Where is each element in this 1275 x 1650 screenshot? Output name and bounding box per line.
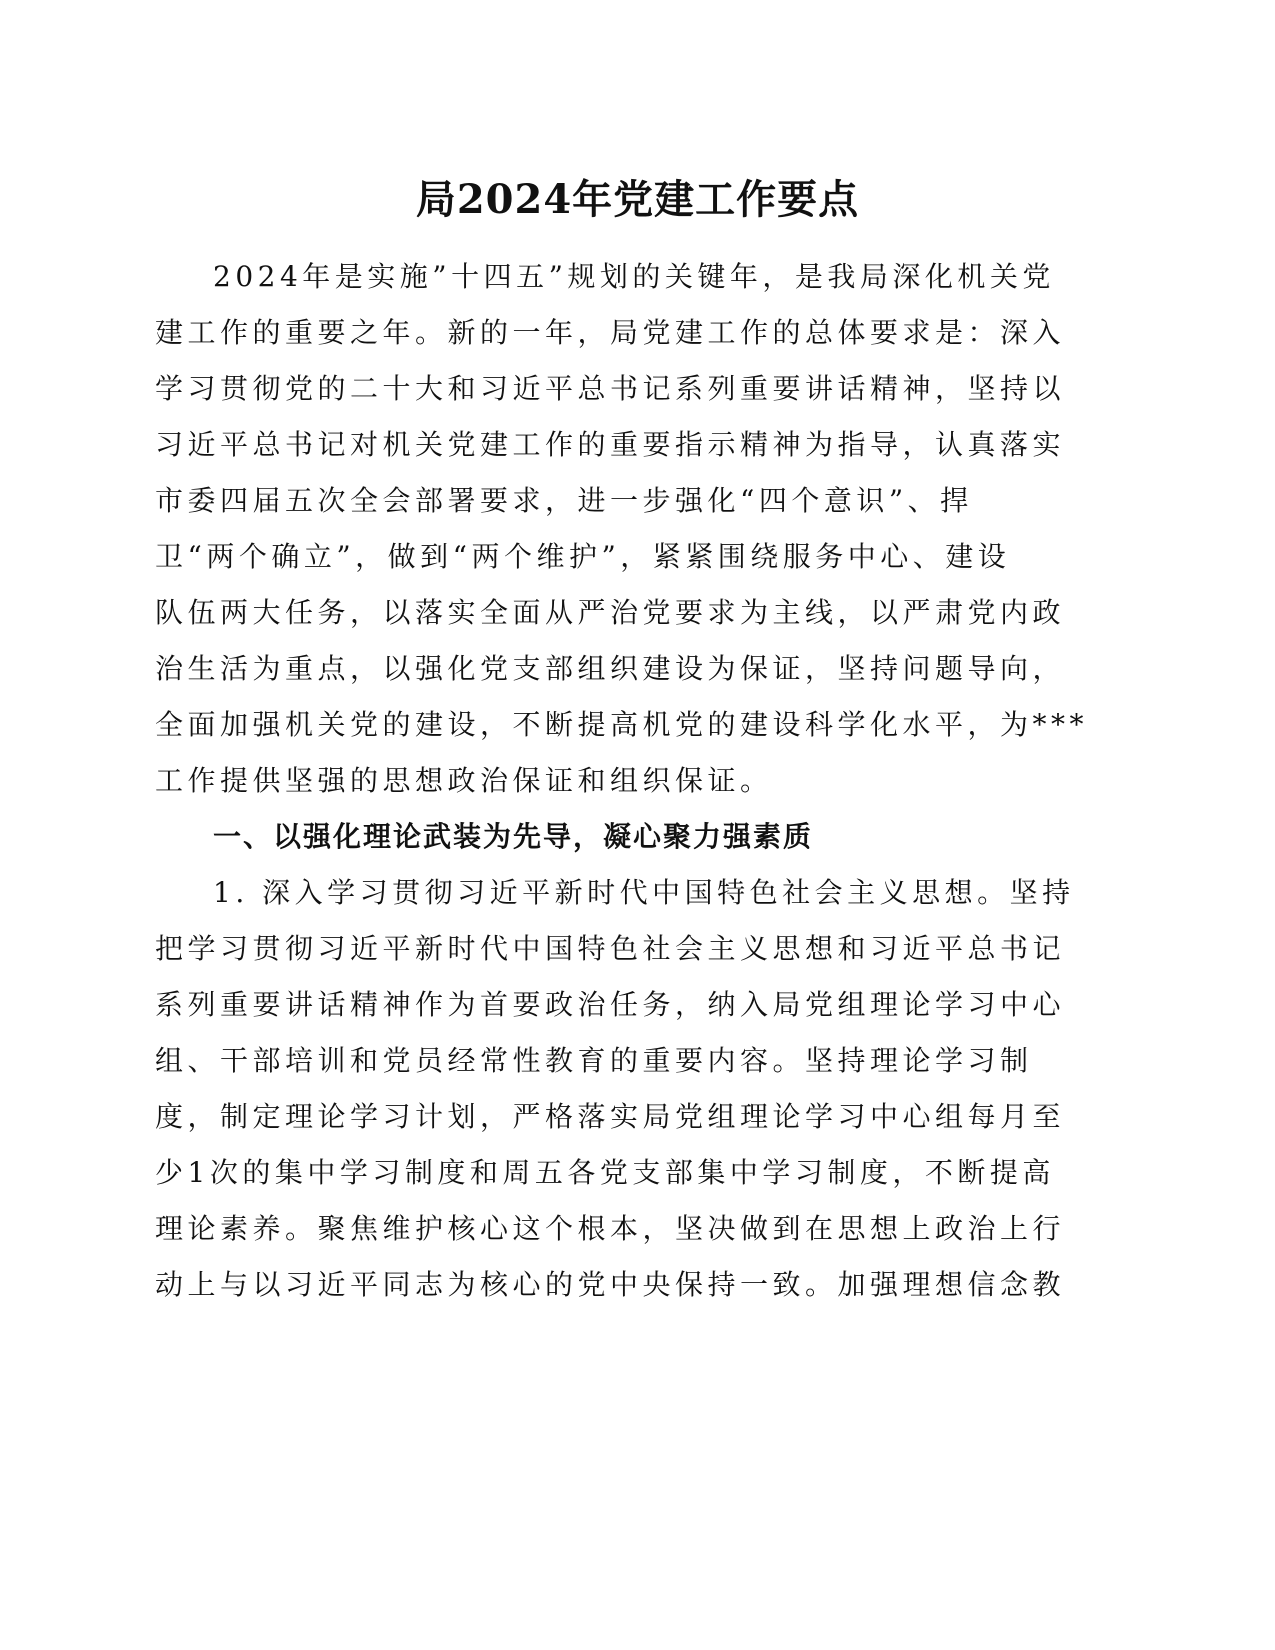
section-1-heading: 一、以强化理论武装为先导，凝心聚力强素质 (213, 820, 814, 853)
intro-line-5: 市委四届五次全会部署要求，进一步强化“四个意识”、捍 (155, 484, 973, 517)
intro-line-7: 队伍两大任务，以落实全面从严治党要求为主线，以严肃党内政 (155, 596, 1066, 629)
item-1-line-1: 1. 深入学习贯彻习近平新时代中国特色社会主义思想。坚持 (213, 876, 1075, 909)
intro-line-6: 卫“两个确立”，做到“两个维护”，紧紧围绕服务中心、建设 (155, 540, 1011, 573)
item-1-line-3: 系列重要讲话精神作为首要政治任务，纳入局党组理论学习中心 (155, 988, 1066, 1021)
intro-line-9: 全面加强机关党的建设，不断提高机党的建设科学化水平，为*** (155, 708, 1089, 741)
item-1-line-2: 把学习贯彻习近平新时代中国特色社会主义思想和习近平总书记 (155, 932, 1066, 965)
intro-line-4: 习近平总书记对机关党建工作的重要指示精神为指导，认真落实 (155, 428, 1066, 461)
intro-line-10: 工作提供坚强的思想政治保证和组织保证。 (155, 764, 773, 797)
intro-line-1: 2024年是实施”十四五”规划的关键年，是我局深化机关党 (213, 260, 1055, 293)
intro-line-3: 学习贯彻党的二十大和习近平总书记系列重要讲话精神，坚持以 (155, 372, 1066, 405)
item-1-line-5: 度，制定理论学习计划，严格落实局党组理论学习中心组每月至 (155, 1100, 1066, 1133)
item-1-line-7: 理论素养。聚焦维护核心这个根本，坚决做到在思想上政治上行 (155, 1212, 1066, 1245)
item-1-line-8: 动上与以习近平同志为核心的党中央保持一致。加强理想信念教 (155, 1268, 1066, 1301)
item-1-line-6: 少1次的集中学习制度和周五各党支部集中学习制度，不断提高 (155, 1156, 1055, 1189)
item-1-line-4: 组、干部培训和党员经常性教育的重要内容。坚持理论学习制 (155, 1044, 1033, 1077)
document-title: 局2024年党建工作要点 (415, 176, 860, 223)
intro-line-8: 治生活为重点，以强化党支部组织建设为保证，坚持问题导向， (155, 652, 1066, 685)
intro-line-2: 建工作的重要之年。新的一年，局党建工作的总体要求是：深入 (155, 316, 1066, 349)
